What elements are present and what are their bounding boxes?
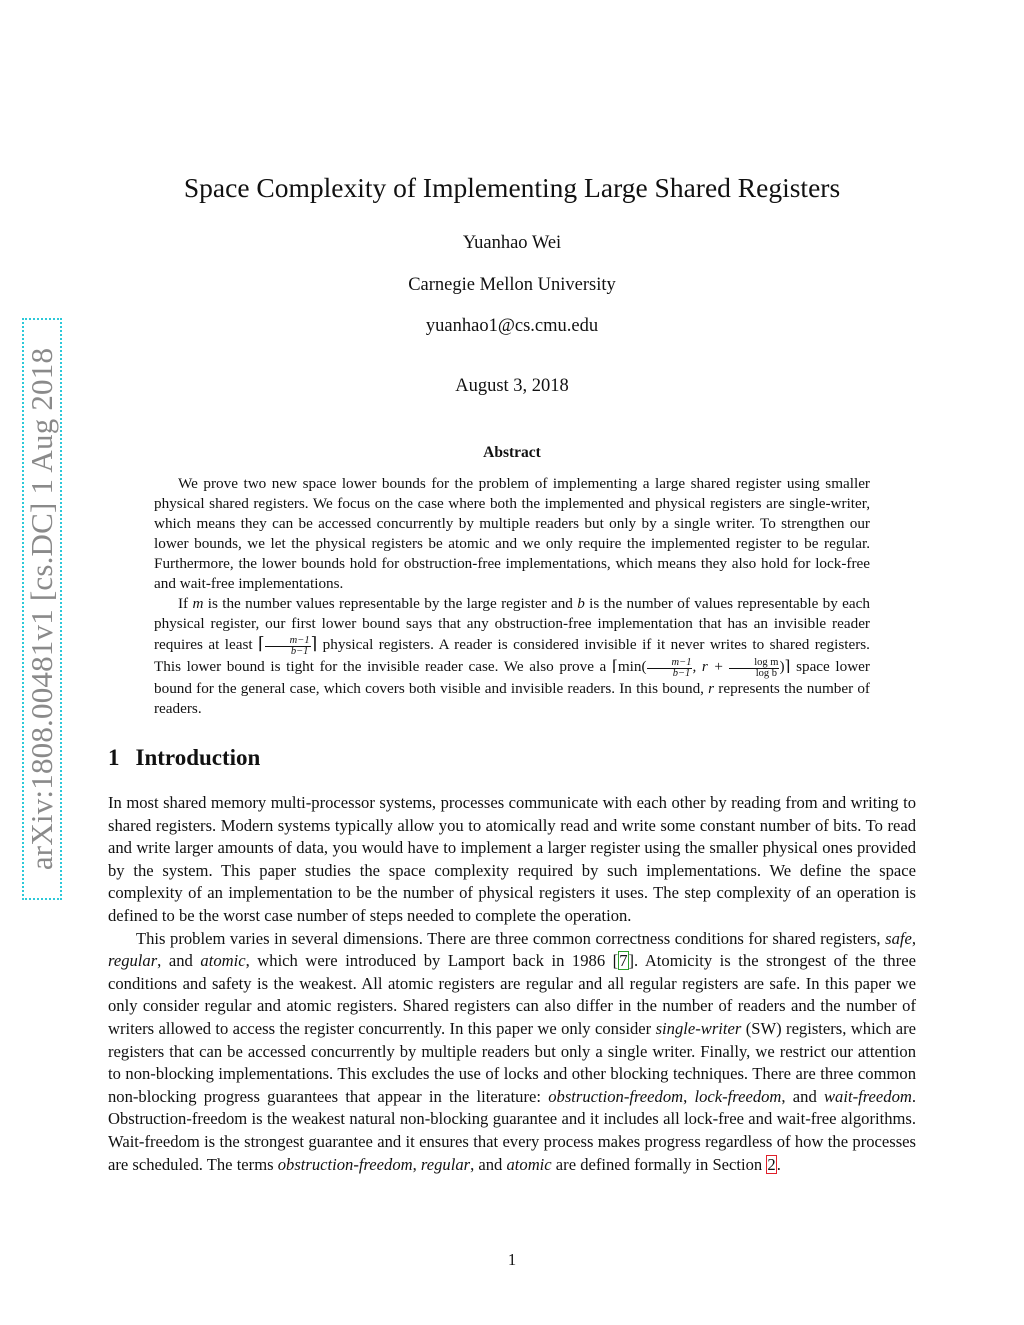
- text-run: (SW) registers, which are registers that can be accessed concurrently by multiple readers but only a single writer. Finally, we restrict our attention to non-blocking implementations. This excludes the use of locks and other blocking techniques. There are three common non-blocking progress guarantees that appear in the literature:: [108, 1018, 916, 1106]
- math-r: r: [708, 680, 715, 697]
- term-lock-freedom: lock-freedom: [694, 1086, 782, 1106]
- text-run: . Obstruction-freedom is the weakest natural non-blocking guarantee and it includes all lock-free and wait-free algorithms. Wait-freedom is the strongest guarantee and it ensures that every process makes progress regardless of how the processes are scheduled. The terms: [108, 1086, 917, 1174]
- arxiv-id: arXiv:1808.00481v1 [cs.DC] 1 Aug 2018: [24, 347, 59, 871]
- fraction-numerator: m−1: [265, 636, 311, 647]
- term-regular-2: regular: [420, 1154, 471, 1174]
- author-affiliation: Carnegie Mellon University: [408, 275, 616, 295]
- term-safe: safe: [885, 928, 912, 948]
- section-number: 1: [108, 745, 120, 770]
- page-number: 1: [507, 1250, 517, 1269]
- fraction-denominator: log b: [755, 668, 777, 679]
- term-obstruction-freedom: obstruction-freedom: [548, 1086, 684, 1106]
- fraction-m-b: [265, 636, 311, 657]
- text-run: space lower bound for the general case, which covers both visible and invisible readers. In this bound,: [154, 658, 870, 697]
- text-run: This problem varies in several dimensions. There are three common correctness conditions for shared registers,: [136, 928, 886, 948]
- fraction-log: [729, 658, 779, 679]
- min-close: )⌉: [779, 658, 791, 675]
- term-single-writer: single-writer: [655, 1018, 742, 1038]
- abstract-paragraph-2: [154, 594, 870, 719]
- math-b: b: [577, 595, 585, 612]
- text-run: represents the number of readers.: [154, 680, 870, 717]
- text-run: , and: [781, 1086, 824, 1106]
- ceil-right: ⌉: [310, 634, 318, 653]
- term-atomic-2: atomic: [506, 1154, 552, 1174]
- fraction-m-b-2: [647, 658, 693, 679]
- text-run: ,: [911, 928, 916, 948]
- math-m: m: [192, 595, 204, 612]
- text-run: ,: [683, 1086, 695, 1106]
- text-run: .: [776, 1154, 781, 1174]
- abstract-body: [154, 474, 870, 719]
- introduction-body: [108, 792, 916, 1176]
- section-link-2[interactable]: 2: [767, 1154, 776, 1174]
- text-run: physical registers. A reader is considered invisible if it never writes to shared registers. This lower bound is tight for the invisible reader case. We also prove a: [154, 636, 870, 675]
- arxiv-stamp: [22, 318, 62, 900]
- paper-title: Space Complexity of Implementing Large Shared Registers: [183, 172, 841, 203]
- min-open: ⌈min(: [611, 658, 647, 675]
- text-run: are defined formally in Section: [551, 1154, 767, 1174]
- text-run: , which were introduced by Lamport back in 1986 [: [245, 951, 619, 971]
- text-run: is the number values representable by the large register and: [203, 595, 578, 612]
- section-heading-introduction: [108, 745, 260, 771]
- fraction-denominator: b−1: [290, 646, 309, 657]
- ceil-left: ⌈: [258, 634, 265, 653]
- section-title: Introduction: [135, 745, 261, 770]
- term-wait-freedom: wait-freedom: [823, 1086, 912, 1106]
- term-obstruction-freedom-2: obstruction-freedom: [277, 1154, 413, 1174]
- math-r-plus: , r +: [692, 658, 730, 675]
- fraction-denominator: b−1: [672, 668, 691, 679]
- text-run: is the number of values representable by each physical register, our first lower bound says that any obstruction-free implementation that has an invisible reader requires at least: [154, 595, 870, 653]
- citation-link-7[interactable]: 7: [619, 951, 628, 971]
- abstract-heading: Abstract: [483, 444, 541, 461]
- author-name: Yuanhao Wei: [462, 233, 562, 253]
- text-run: ]. Atomicity is the strongest of the three conditions and safety is the weakest. All atomic registers are regular and all regular registers are safe. In this paper we only consider regular and atomic registers. Shared registers can also differ in the number of readers and the number of writers allowed to access the register concurrently. In this paper we only consider: [108, 951, 916, 1038]
- abstract-paragraph-1: We prove two new space lower bounds for the problem of implementing a large shared register using smaller physical shared registers. We focus on the case where both the implemented and physical registers are single-writer, which means they can be accessed concurrently by multiple readers but only by a single writer. To strengthen our lower bounds, we let the physical registers be atomic and we only require the implemented register to be regular. Furthermore, the lower bounds hold for obstruction-free implementations, which means they also hold for lock-free and wait-free implementations.: [154, 475, 870, 592]
- term-regular: regular: [108, 951, 158, 971]
- paper-date: August 3, 2018: [455, 376, 569, 396]
- intro-paragraph-2: [108, 928, 916, 1177]
- text-run: , and: [157, 951, 201, 971]
- term-atomic: atomic: [200, 951, 246, 971]
- fraction-numerator: log m: [729, 658, 779, 669]
- fraction-numerator: m−1: [647, 658, 693, 669]
- text-run: If: [178, 595, 193, 612]
- author-email: yuanhao1@cs.cmu.edu: [425, 316, 599, 336]
- intro-paragraph-1: In most shared memory multi-processor systems, processes communicate with each other by reading from and writing to shared registers. Modern systems typically allow you to atomically read and write some constant number of bits. To read and write larger amounts of data, you would have to implement a larger register using the smaller physical ones provided by the system. This paper studies the space complexity required by such implementations. We define the space complexity of an implementation to be the number of physical registers it uses. The step complexity of an operation is defined to be the worst case number of steps needed to complete the operation.: [108, 793, 916, 925]
- text-run: ,: [412, 1154, 421, 1174]
- text-run: , and: [470, 1154, 507, 1174]
